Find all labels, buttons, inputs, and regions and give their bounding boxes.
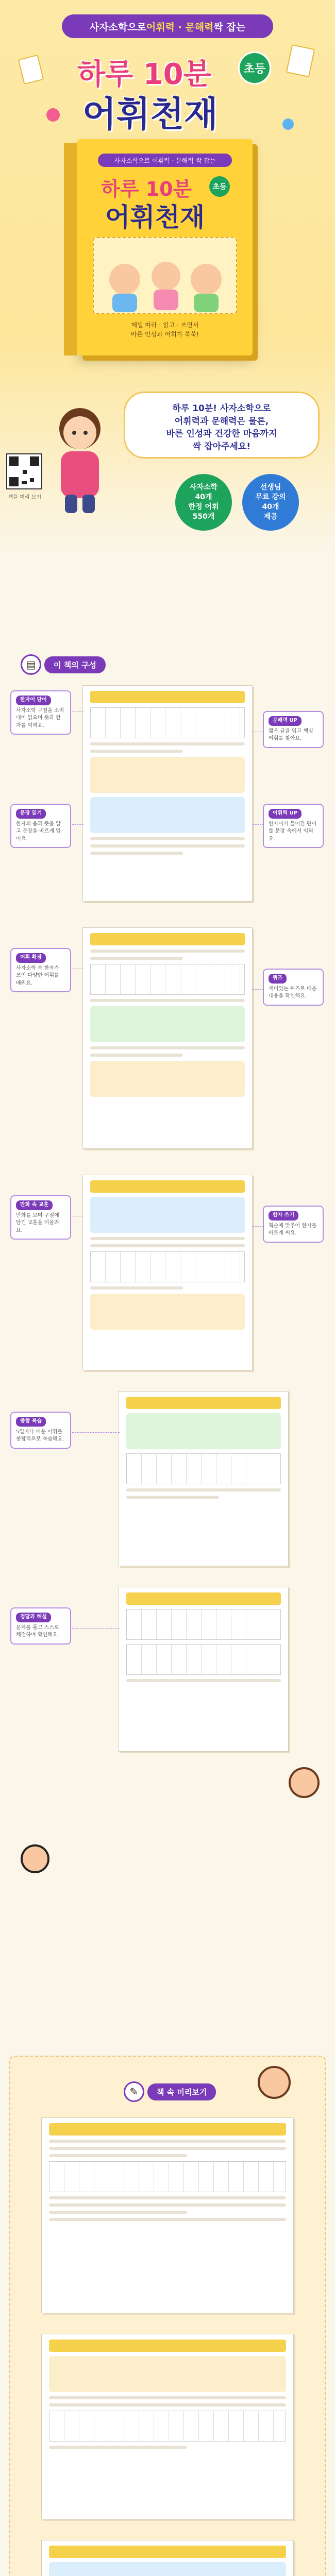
decor-card-icon <box>18 55 44 84</box>
section-heading <box>124 2081 216 2102</box>
stat-badge-lectures: 선생님 무료 강의 40개 제공 <box>242 474 299 531</box>
callout-note <box>263 1206 324 1243</box>
callout-title: 퀴즈 <box>269 974 287 984</box>
callout-text: 획순에 맞추어 한자를 바르게 써요. <box>269 1223 317 1236</box>
book-spine <box>64 143 77 355</box>
section-title: 이 책의 구성 <box>44 656 106 673</box>
tagline-text: 사자소학으로 <box>89 21 146 33</box>
callout-title: 한자어 단어 <box>16 696 51 705</box>
sample-page-2 <box>82 927 253 1149</box>
book-subtitle: 매일 따라 · 읽고 · 쓰면서 바른 인성과 어휘가 쑥쑥! <box>130 321 199 338</box>
callout-text: 만화를 보며 구절에 담긴 교훈을 떠올려요. <box>16 1212 59 1233</box>
sample-page-3 <box>82 1175 253 1370</box>
book-badge: 초등 <box>209 176 230 197</box>
qr-caption: 책을 미리 보기 <box>8 495 42 500</box>
book-illustration <box>93 237 237 314</box>
callout-text: 문제를 풀고 스스로 채점하며 확인해요. <box>16 1624 59 1638</box>
sample-page-4 <box>119 1391 289 1566</box>
callout-text: 짧은 글을 읽고 핵심 어휘를 찾아요. <box>269 728 313 741</box>
connector-line <box>72 1432 120 1433</box>
teacher-character-illustration <box>46 402 113 515</box>
connector-line <box>253 1226 264 1227</box>
hero-grade-badge: 초등 <box>238 52 271 84</box>
callout-note <box>10 804 71 848</box>
kid-character-illustration <box>258 2066 291 2099</box>
callout-note <box>263 804 324 848</box>
decor-card-icon <box>286 44 315 77</box>
callout-text: 5일마다 배운 어휘를 종합적으로 복습해요. <box>16 1429 64 1442</box>
callout-text: 한자어가 들어간 단어를 문장 속에서 익혀요. <box>269 821 317 842</box>
callout-text: 한자의 음과 뜻을 알고 문장을 바르게 읽어요. <box>16 821 61 842</box>
book-icon: ✎ <box>124 2081 144 2102</box>
book-icon: ▤ <box>21 654 41 675</box>
callout-note <box>10 1412 71 1449</box>
decor-star-icon <box>282 118 294 130</box>
callout-title: 문해력 UP <box>269 716 301 726</box>
section-heading <box>21 654 106 675</box>
tagline-emphasis: 어휘력 · 문해력 <box>146 21 214 33</box>
callout-title: 종합 복습 <box>16 1417 46 1427</box>
preview-page <box>41 2334 294 2519</box>
preview-page <box>41 2540 294 2576</box>
book-structure-section <box>0 556 335 2045</box>
callout-text: 재미있는 퀴즈로 배운 내용을 확인해요. <box>269 986 317 999</box>
book-title-line1: 하루 10분 <box>101 178 192 200</box>
book-cover-image <box>77 139 253 355</box>
callout-text: 사자소학 구절을 소리 내어 읽으며 뜻과 한자를 익혀요. <box>16 707 64 728</box>
sample-page-5 <box>119 1587 289 1752</box>
callout-note <box>10 690 71 735</box>
stat-badge-lessons: 사자소학 40개 한정 어휘 550개 <box>175 474 232 531</box>
kid-character-illustration <box>21 1844 49 1873</box>
connector-line <box>253 989 264 990</box>
callout-title: 만화 속 교훈 <box>16 1200 53 1210</box>
book-title-line2: 어휘천재 <box>105 202 205 232</box>
book-tag: 사자소학으로 어휘력 · 문해력 싹 잡는 <box>98 154 232 167</box>
sample-page-1 <box>82 685 253 902</box>
qr-code-icon[interactable] <box>6 453 42 489</box>
callout-title: 어휘 확장 <box>16 953 46 963</box>
decor-star-icon <box>46 108 60 122</box>
callout-text: 사자소학 속 한자가 쓰인 다양한 어휘를 배워요. <box>16 965 59 986</box>
hero-section <box>0 0 335 556</box>
callout-note <box>263 969 324 1006</box>
hero-title-line1: 하루 10분 <box>77 58 211 91</box>
speech-bubble: 하루 10분! 사자소학으로 어휘력과 문해력은 물론, 바른 인성과 건강한 마음까지 싹 잡아주세요! <box>124 392 320 459</box>
preview-section <box>0 2045 335 2576</box>
callout-note <box>10 1195 71 1240</box>
callout-note <box>10 948 71 992</box>
tagline-text-end: 싹 잡는 <box>213 21 246 33</box>
preview-page <box>41 2117 294 2313</box>
connector-line <box>72 824 83 825</box>
hero-tagline <box>62 14 273 38</box>
callout-title: 어휘력 UP <box>269 809 301 819</box>
hero-title-line2: 어휘천재 <box>82 94 218 135</box>
callout-note <box>263 711 324 748</box>
callout-title: 문장 읽기 <box>16 809 46 819</box>
callout-title: 한자 쓰기 <box>269 1211 298 1221</box>
connector-line <box>72 1628 120 1629</box>
callout-title: 정답과 해설 <box>16 1613 51 1622</box>
callout-note <box>10 1607 71 1645</box>
kid-character-illustration <box>289 1767 320 1798</box>
connector-line <box>253 824 264 825</box>
section-title: 책 속 미리보기 <box>147 2083 216 2100</box>
